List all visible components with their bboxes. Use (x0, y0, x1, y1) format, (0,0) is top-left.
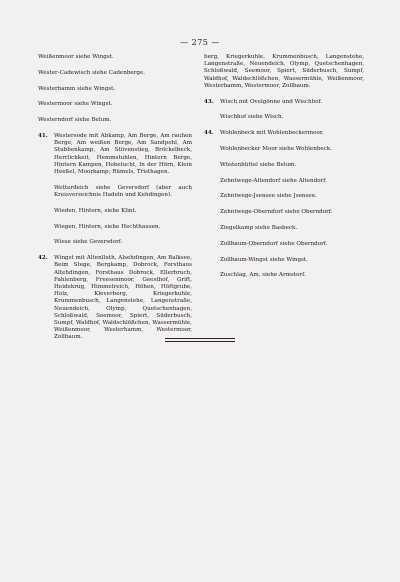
index-entry (204, 114, 364, 121)
index-entry (204, 257, 364, 264)
index-entry (38, 54, 192, 61)
entry-text: Ziegelkamp siehe Basbeck. (220, 224, 298, 231)
index-entry-numbered (38, 133, 192, 176)
index-entry (204, 209, 364, 216)
index-entry (38, 117, 192, 124)
entry-text: Wiese siehe Geversdorf. (54, 239, 123, 246)
index-entry (38, 208, 192, 215)
index-entry (204, 241, 364, 248)
index-entry (38, 101, 192, 108)
right-column (204, 54, 364, 288)
index-entry (204, 272, 364, 279)
index-entry-continuation (204, 54, 364, 90)
entry-text: Westerhamm siehe Wingst. (38, 85, 116, 92)
entry-number: 42. (38, 255, 48, 262)
entry-text: Wieden, Hintern, siehe Klint. (54, 207, 137, 214)
entry-text: Wiegen, Hintern, siehe Hechthausen. (54, 223, 161, 230)
entry-number: 44. (204, 130, 214, 137)
entry-text: Westersode mit Abkamp, Am Berge, Am rauhen Berge, Am weißen Berge, Am Sandpohl, Am Stubbenkamp, Am Stüvenstieg, Bröckelbeck, Herrlichkeit, Hemmstuhlen, Hintern Berge, Hintern Kampen, Hohelucht, In der Hörn, Klein Heeßel, Moorkamp, Rümels, Tristhagen. (54, 132, 192, 175)
entry-text: Wingst mit Altenlluth, Alsehdingen, Am Balksee, Beim Stege, Bergkamp, Dobrock, Forsthaus Altehdingen, Forsthaus Dobrock, Ellerbruch, Fahlenberg, Freesenmoor, Geesthof, Grift, Heidekrug, Himmelreich, Höhen, Höftgrube, Holz, Kleverberg, Kriegerkuhle, Krummenbusch, Langenstehe, Langenstraße, Neuendeich, Olymp, Quetschenhagen, Schloßwald, Seemoor, Spiert, Süderbusch, Sumpf, Waldhof, Waldschlößchen, Wassermühle, Weißenmoor, Westerhamm, Westermoor, Zollbaum. (54, 255, 192, 341)
index-entry (204, 225, 364, 232)
index-entry (38, 86, 192, 93)
entry-text: Wisch mit Ovelgönne und Wischhof. (220, 98, 323, 105)
index-entry-numbered (204, 130, 364, 137)
entry-text: Westermoor siehe Wingst. (38, 101, 113, 108)
index-entry (38, 239, 192, 246)
entry-text: Zehntwege-Oberndorf siehe Oberndorf. (220, 209, 333, 216)
index-entry (38, 224, 192, 231)
entry-text: Wohlenbecker Moor siehe Wohlenbeck. (220, 146, 333, 152)
entry-text: Wester-Cadewisch siehe Cadenberge. (38, 69, 146, 76)
index-entry-numbered (204, 99, 364, 106)
index-entry (204, 146, 364, 153)
entry-text: Zollbaum-Oberndorf siehe Oberndorf. (220, 240, 328, 247)
index-entry (204, 178, 364, 185)
page-number: — 275 — (180, 38, 220, 47)
entry-text: Zehntwege-Jsensee siehe Jsensee. (220, 193, 317, 200)
entry-text: Zollbaum-Wingst siehe Wingst. (220, 256, 308, 263)
entry-text: Wohlenbeck mit Wohlenbeckermoor. (220, 130, 324, 137)
index-entry (38, 70, 192, 77)
index-entry (204, 162, 364, 169)
entry-text: Zuschlag, Am, siehe Armstorf. (220, 272, 306, 279)
entry-text: Weißenmoor siehe Wingst. (38, 54, 114, 60)
entry-text: berg, Kriegerkuhle, Krummenbusch, Langenstehe, Langenstraße, Neuendeich, Olymp, Quetschenhagen, Schloßwald, Seemoor, Spiert, Süderbusch, Sumpf, Waldhof, Waldschlößchen, Wassermühle, Weißenmoor, Westerhamm, Westermoor, Zollbaum. (204, 54, 364, 89)
entry-text: Wüstenbüttel siehe Belum. (220, 161, 297, 168)
index-entry-numbered (38, 255, 192, 341)
entry-text: Wischhof siehe Wisch. (220, 114, 284, 121)
entry-number: 41. (38, 132, 48, 139)
divider-rule (165, 338, 235, 339)
entry-text: Wetterdeich siehe Geversdorf (aber auch Kreisverzeichnis Hadeln und Kehdingen). (54, 184, 192, 198)
index-entry (38, 185, 192, 199)
divider-rule (165, 341, 235, 342)
index-entry (204, 193, 364, 200)
entry-text: Zehntwege-Altendorf siehe Altendorf. (220, 177, 327, 184)
entry-text: Westerndorf siehe Belum. (38, 117, 112, 124)
left-column (38, 54, 192, 350)
entry-number: 43. (204, 98, 214, 105)
